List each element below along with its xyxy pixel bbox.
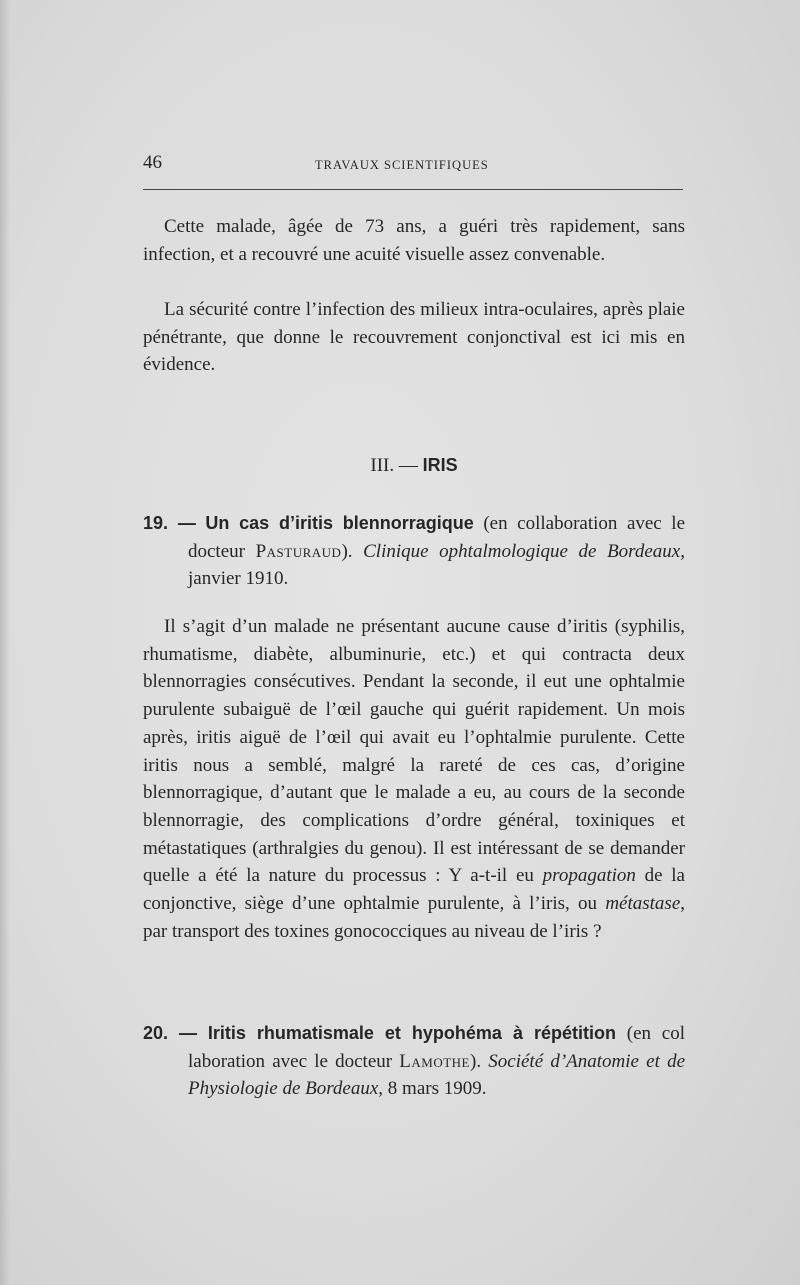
entry-number: 19. — bbox=[143, 513, 196, 533]
summary-term: propagation bbox=[542, 865, 636, 887]
page-header bbox=[143, 152, 683, 178]
running-title: TRAVAUX SCIENTIFIQUES bbox=[315, 158, 489, 172]
summary-text: Il s’agit d’un malade ne présentant aucune cause d’iritis (syphilis, rhumatisme, diabète, albuminurie, etc.) et qui contracta deux blennorragies consécutives. Pendant la seconde, il eut une ophtalmie purulente subaiguë de l’œil gauche qui guérit rapidement. Un mois après, iritis aiguë de l’œil qui avait eu l’ophtalmie purulente. Cette iritis nous a semblé, malgré la rareté de ces cas, d’origine blennorragique, d’autant que le malade a eu, au cours de la seconde blennorragie, des complications d’ordre général, toxiniques et métastatiques (arthralgies du genou). Il est intéressant de se demander quelle a été la nature du processus : Y a-t-il eu bbox=[143, 616, 685, 887]
header-rule bbox=[143, 189, 683, 190]
section-numeral: III. — bbox=[370, 455, 418, 476]
entry-date: 8 mars 1909. bbox=[383, 1078, 487, 1100]
entry-journal: Clinique ophtalmologique de Bordeaux, bbox=[363, 540, 685, 562]
intro-paragraph: La sécurité contre l’infection des milieux intra-oculaires, après plaie pénétrante, que donne le recouvrement conjonctival est ici mis en évidence. bbox=[143, 299, 685, 376]
entry-collaborator: Pasturaud bbox=[255, 540, 342, 562]
entry-collab-close: ). bbox=[470, 1050, 489, 1072]
entry-date: janvier 1910. bbox=[188, 568, 289, 590]
summary-text: de la conjonctive, siège d’une ophtalmie purulente, à l’iris, ou bbox=[143, 865, 685, 915]
summary-term: métastase bbox=[605, 893, 681, 915]
section-heading bbox=[143, 455, 685, 477]
summary-text: , par transport des toxines gonococciques au niveau de l’iris ? bbox=[143, 893, 685, 942]
section-title: IRIS bbox=[422, 455, 458, 475]
entry-title: Iritis rhumatismale et hypohéma à répétition bbox=[207, 1023, 616, 1043]
page-number: 46 bbox=[143, 152, 162, 173]
entry-collab-text: (en col laboration avec le docteur bbox=[188, 1023, 685, 1072]
bibliography-entry bbox=[143, 1020, 685, 1103]
entry-collab-text: (en collaboration avec le docteur bbox=[188, 513, 685, 562]
entry-collab-close: ). bbox=[341, 540, 364, 562]
entry-collaborator: Lamothe bbox=[399, 1050, 470, 1072]
entry-number: 20. — bbox=[143, 1023, 198, 1043]
entry-journal: Société d’Anatomie et de Physiologie de Bordeaux, bbox=[188, 1050, 686, 1100]
page-shadow bbox=[0, 0, 10, 1285]
entry-summary bbox=[143, 613, 685, 945]
entry-title: Un cas d’iritis blennorragique bbox=[205, 513, 474, 533]
intro-paragraph: Cette malade, âgée de 73 ans, a guéri très rapidement, sans infection, et a recouvré une acuité visuelle assez convenable. bbox=[143, 216, 685, 265]
bibliography-entry bbox=[143, 510, 685, 593]
